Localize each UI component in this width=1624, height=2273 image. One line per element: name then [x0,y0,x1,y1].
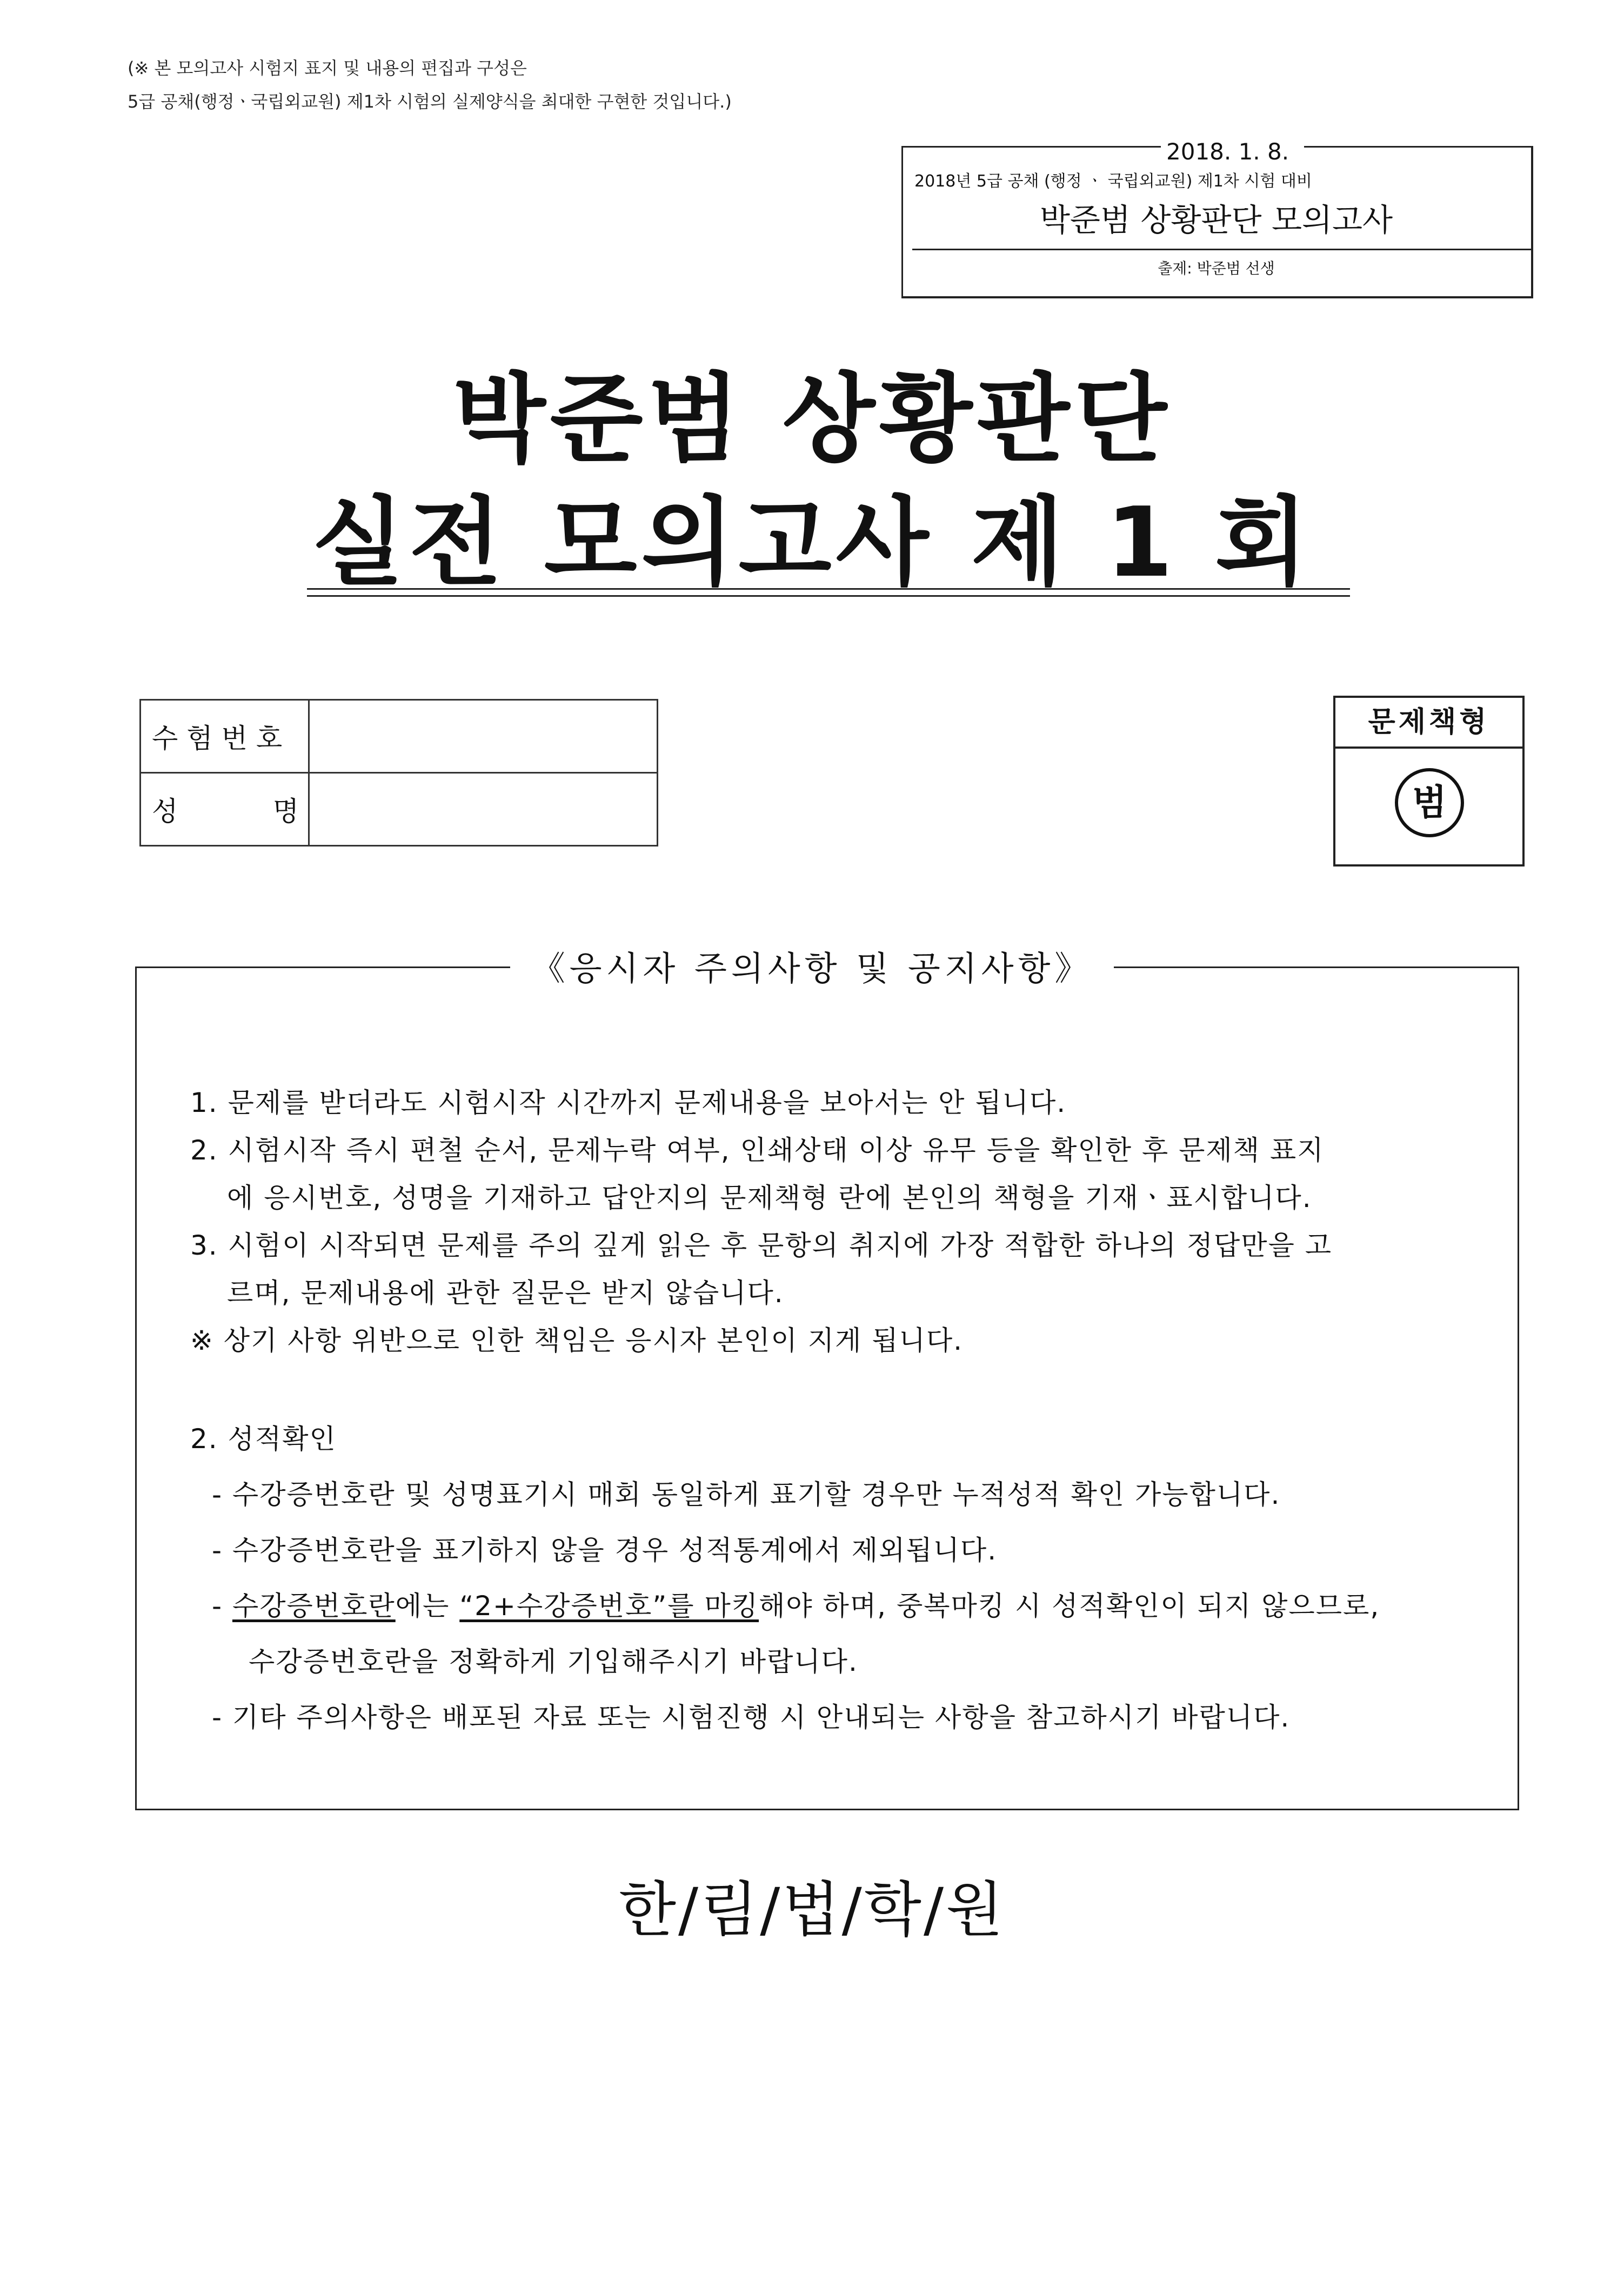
notice-item-2-cont: 에 응시번호, 성명을 기재하고 답안지의 문제책형 란에 본인의 책형을 기재ㆍ표시합니다. [227,1182,1312,1214]
header-box-top-border-right [1304,146,1531,148]
notice-item-1: 1. 문제를 받더라도 시험시작 시간까지 문제내용을 보아서는 안 됩니다. [190,1087,1067,1118]
exam-header-box [901,138,1533,298]
exam-number-row [141,700,658,773]
grade-item-2: - 수강증번호란을 표기하지 않을 경우 성적통계에서 제외됩니다. [212,1535,998,1566]
exam-author: 출제: 박준범 선생 [1158,259,1275,277]
grade-item-4: - 기타 주의사항은 배포된 자료 또는 시험진행 시 안내되는 사항을 참고하시기 바랍니다. [212,1702,1291,1733]
cover-note-line-1: (※ 본 모의고사 시험지 표지 및 내용의 편집과 구성은 [128,58,527,78]
candidate-info-table [139,699,658,846]
notice-warning: ※ 상기 사항 위반으로 인한 책임은 응시자 본인이 지게 됩니다. [190,1325,964,1356]
notice-item-2: 2. 시험시작 즉시 편철 순서, 문제누락 여부, 인쇄상태 이상 유무 등을 확인한 후 문제책 표지 [190,1135,1325,1166]
header-box-divider [912,249,1531,250]
marking-underlined-2: “2+수강증번호”를 마킹 [459,1590,759,1622]
series-title: 박준범 상황판단 모의고사 [1039,202,1393,238]
title-double-rule [307,588,1350,597]
name-label: 성 명 [141,773,309,846]
cover-note [128,51,732,118]
main-title-line-2: 실전 모의고사 제 1 회 [311,486,1313,598]
booklet-type-box [1333,696,1525,866]
exam-number-label: 수험번호 [141,700,309,773]
notice-item-3: 3. 시험이 시작되면 문제를 주의 깊게 읽은 후 문항의 취지에 가장 적합한 하나의 정답만을 고 [190,1230,1333,1261]
academy-name: 한/림/법/학/원 [618,1875,1006,1944]
booklet-type-circle-icon: 범 [1395,768,1464,837]
marking-plain-1: 에는 [395,1590,460,1622]
notice-heading [0,942,1624,990]
grade-item-3 [212,1584,1380,1623]
grade-item-1: - 수강증번호란 및 성명표기시 매회 동일하게 표기할 경우만 누적성적 확인 가능합니다. [212,1479,1281,1510]
header-box-top-border [901,146,1161,148]
notice-heading-text: 《응시자 주의사항 및 공지사항》 [510,949,1114,988]
exam-number-field[interactable] [309,700,658,773]
name-field[interactable] [309,773,658,846]
marking-underlined-1: 수강증번호란 [232,1590,396,1622]
exam-date: 2018. 1. 8. [1166,138,1289,165]
grade-check-title: 2. 성적확인 [190,1423,337,1455]
main-title-line-1: 박준범 상황판단 [452,363,1172,475]
grade-item-3-cont: 수강증번호란을 정확하게 기입해주시기 바랍니다. [249,1646,858,1677]
notice-item-3-cont: 르며, 문제내용에 관한 질문은 받지 않습니다. [227,1277,784,1309]
cover-note-line-2: 5급 공채(행정ㆍ국립외교원) 제1차 시험의 실제양식을 최대한 구현한 것입니다.) [128,91,732,112]
name-row [141,773,658,846]
booklet-type-label: 문제책형 [1335,698,1522,749]
marking-plain-2: 해야 하며, 중복마킹 시 성적확인이 되지 않으므로, [759,1590,1380,1622]
marking-dash: - [212,1590,232,1622]
exam-subtitle: 2018년 5급 공채 (행정 ㆍ 국립외교원) 제1차 시험 대비 [914,172,1312,191]
